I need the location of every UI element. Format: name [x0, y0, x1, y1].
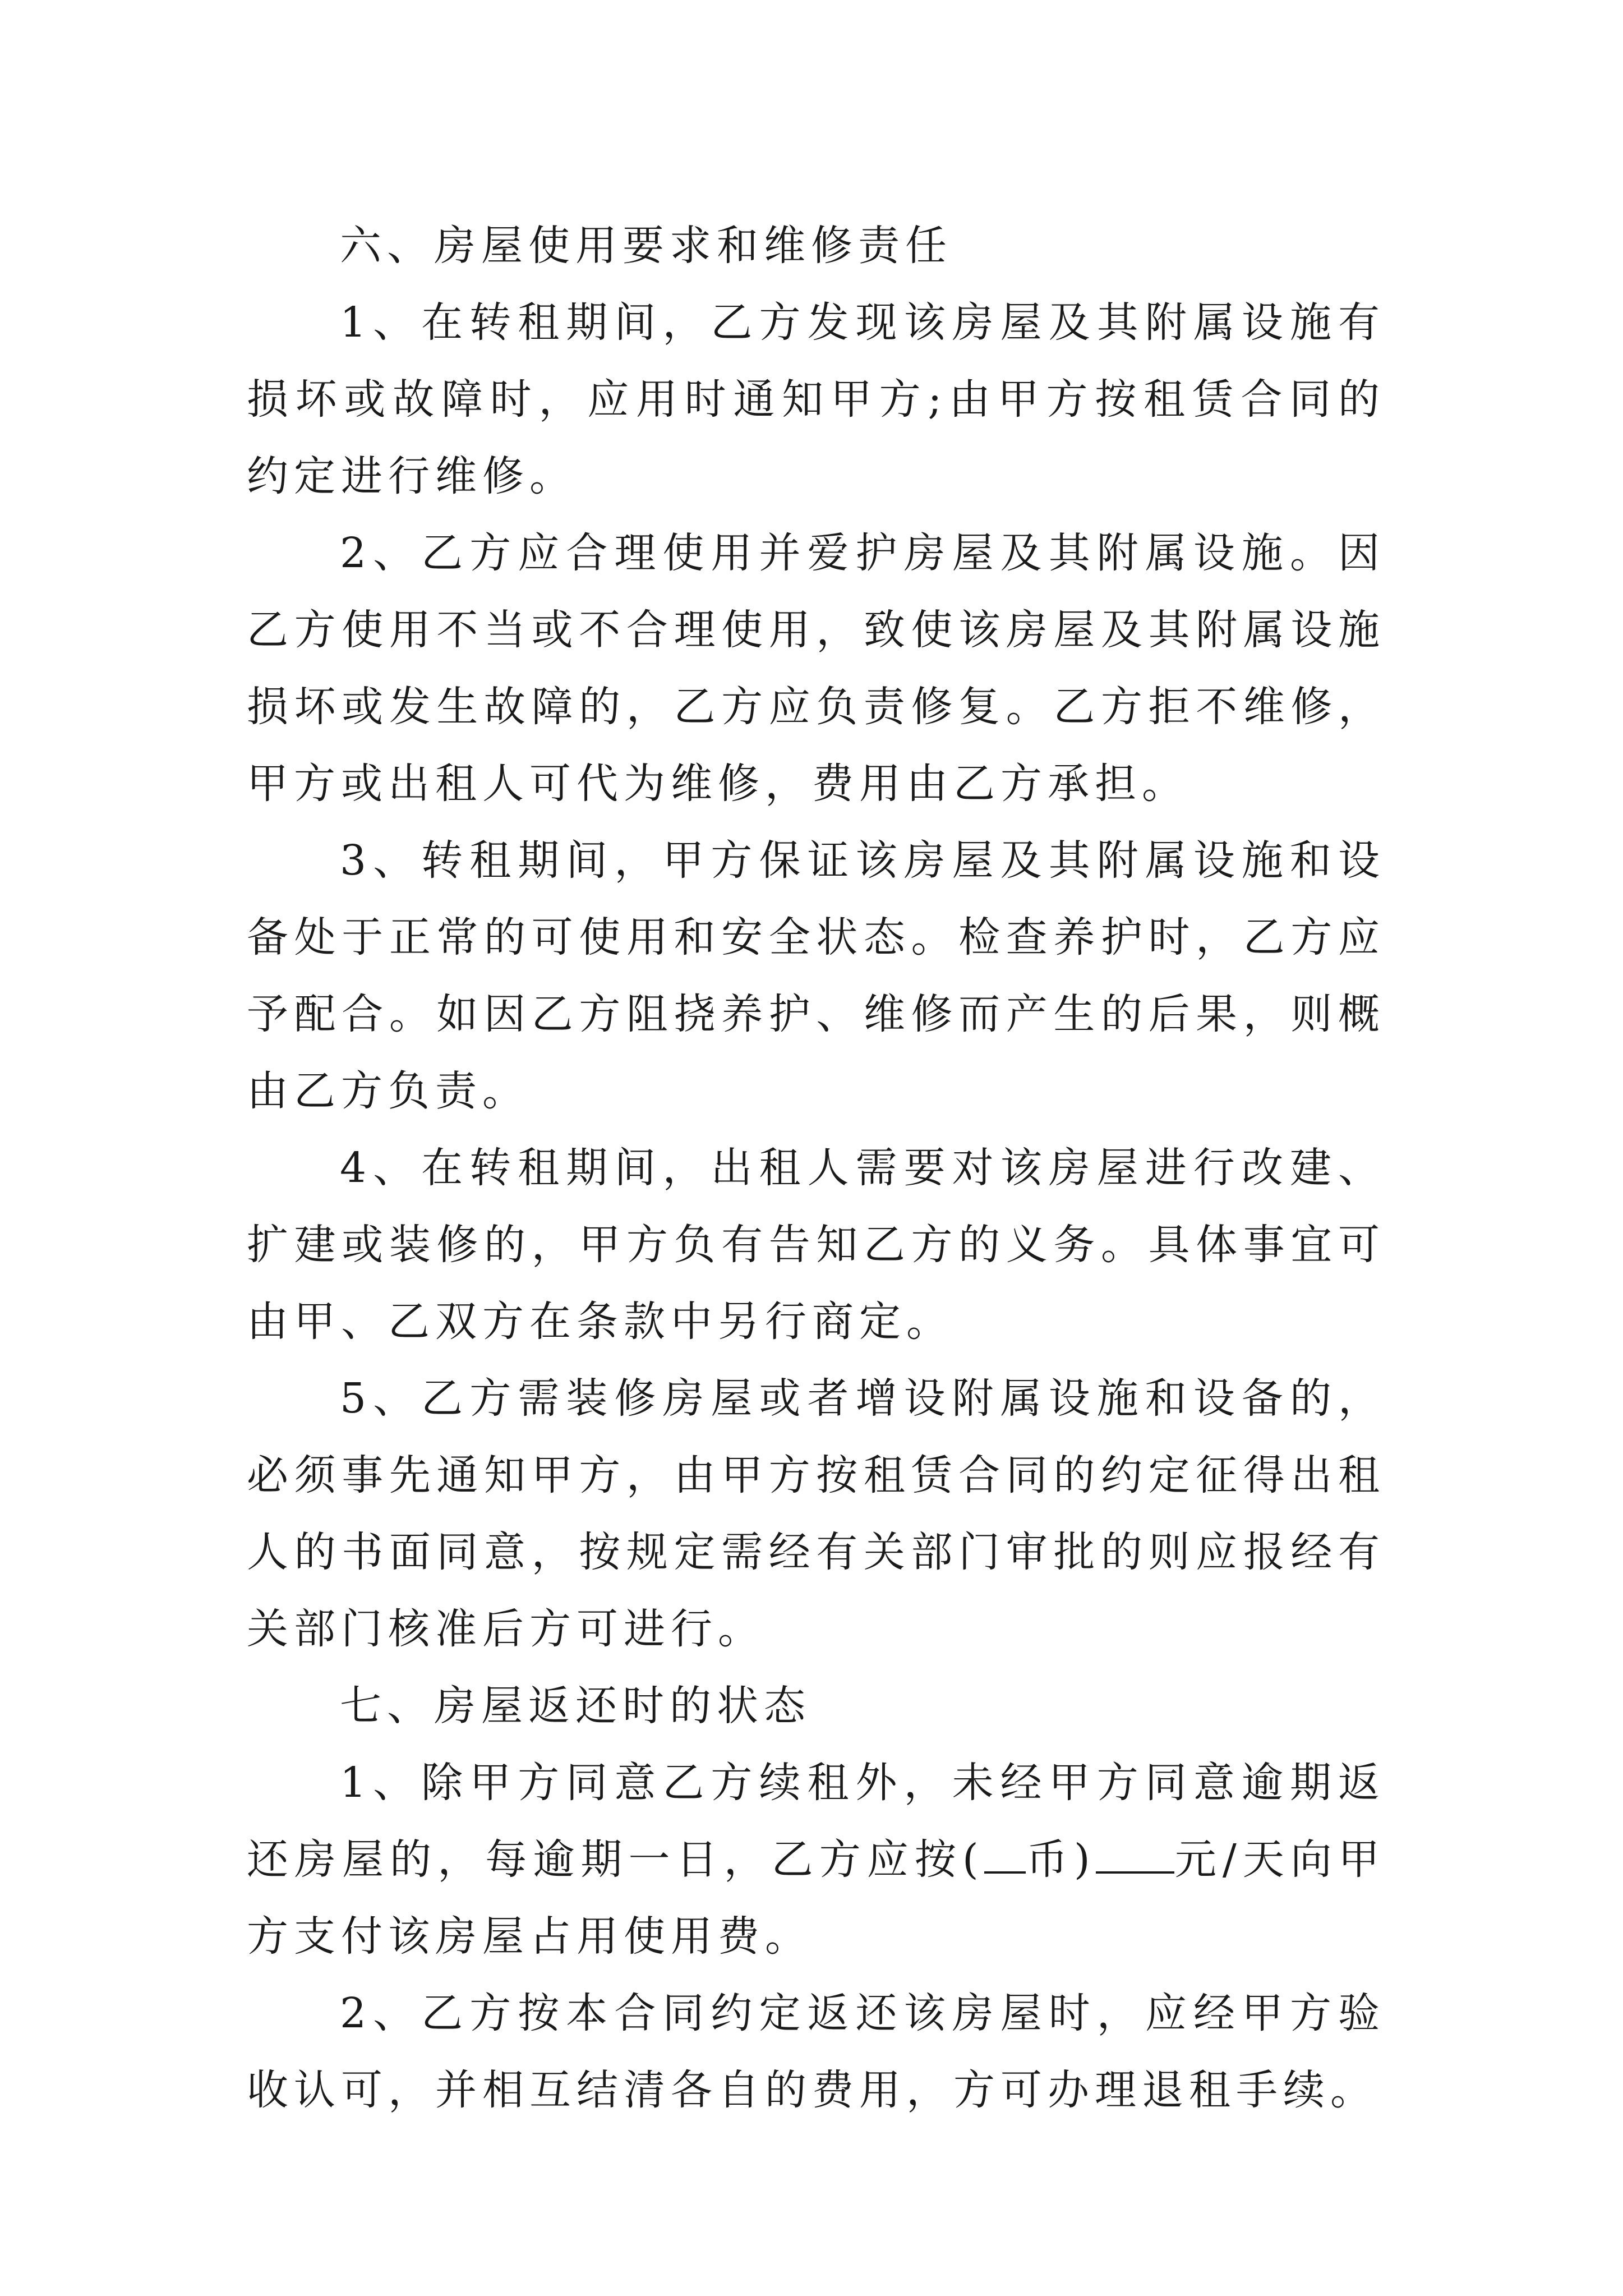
section-6-item-1: 1、在转租期间，乙方发现该房屋及其附属设施有损坏或故障时，应用时通知甲方;由甲方按租赁合同的约定进行维修。: [247, 298, 1385, 500]
currency-blank: [984, 1832, 1026, 1874]
section-7-item-1-part2: 币): [1025, 1835, 1096, 1884]
document-page: [247, 208, 1385, 2129]
section-7-item-1-part1: 1、除甲方同意乙方续租外，未经甲方同意逾期返还房屋的，每逾期一日，乙方应按(: [247, 1759, 1385, 1884]
section-6-item-3: 3、转租期间，甲方保证该房屋及其附属设施和设备处于正常的可使用和安全状态。检查养护时，乙方应予配合。如因乙方阻挠养护、维修而产生的后果，则概由乙方负责。: [247, 836, 1385, 1115]
amount-blank: [1096, 1832, 1174, 1874]
section-7-item-1: [247, 1745, 1385, 1975]
section-6-item-2: 2、乙方应合理使用并爱护房屋及其附属设施。因乙方使用不当或不合理使用，致使该房屋及其附属设施损坏或发生故障的，乙方应负责修复。乙方拒不维修，甲方或出租人可代为维修，费用由乙方承担。: [247, 529, 1385, 808]
section-7-heading: 七、房屋返还时的状态: [340, 1682, 811, 1730]
section-7-item-1-part3: 元/天向甲方支付该房屋占用使用费。: [247, 1835, 1385, 1961]
section-7-item-2: 2、乙方按本合同约定返还该房屋时，应经甲方验收认可，并相互结清各自的费用，方可办理退租手续。: [247, 1989, 1385, 2114]
section-6-item-4: 4、在转租期间，出租人需要对该房屋进行改建、扩建或装修的，甲方负有告知乙方的义务。具体事宜可由甲、乙双方在条款中另行商定。: [247, 1144, 1385, 1346]
section-6-item-5: 5、乙方需装修房屋或者增设附属设施和设备的，必须事先通知甲方，由甲方按租赁合同的约定征得出租人的书面同意，按规定需经有关部门审批的则应报经有关部门核准后方可进行。: [247, 1374, 1385, 1653]
section-6-heading: 六、房屋使用要求和维修责任: [340, 222, 952, 270]
